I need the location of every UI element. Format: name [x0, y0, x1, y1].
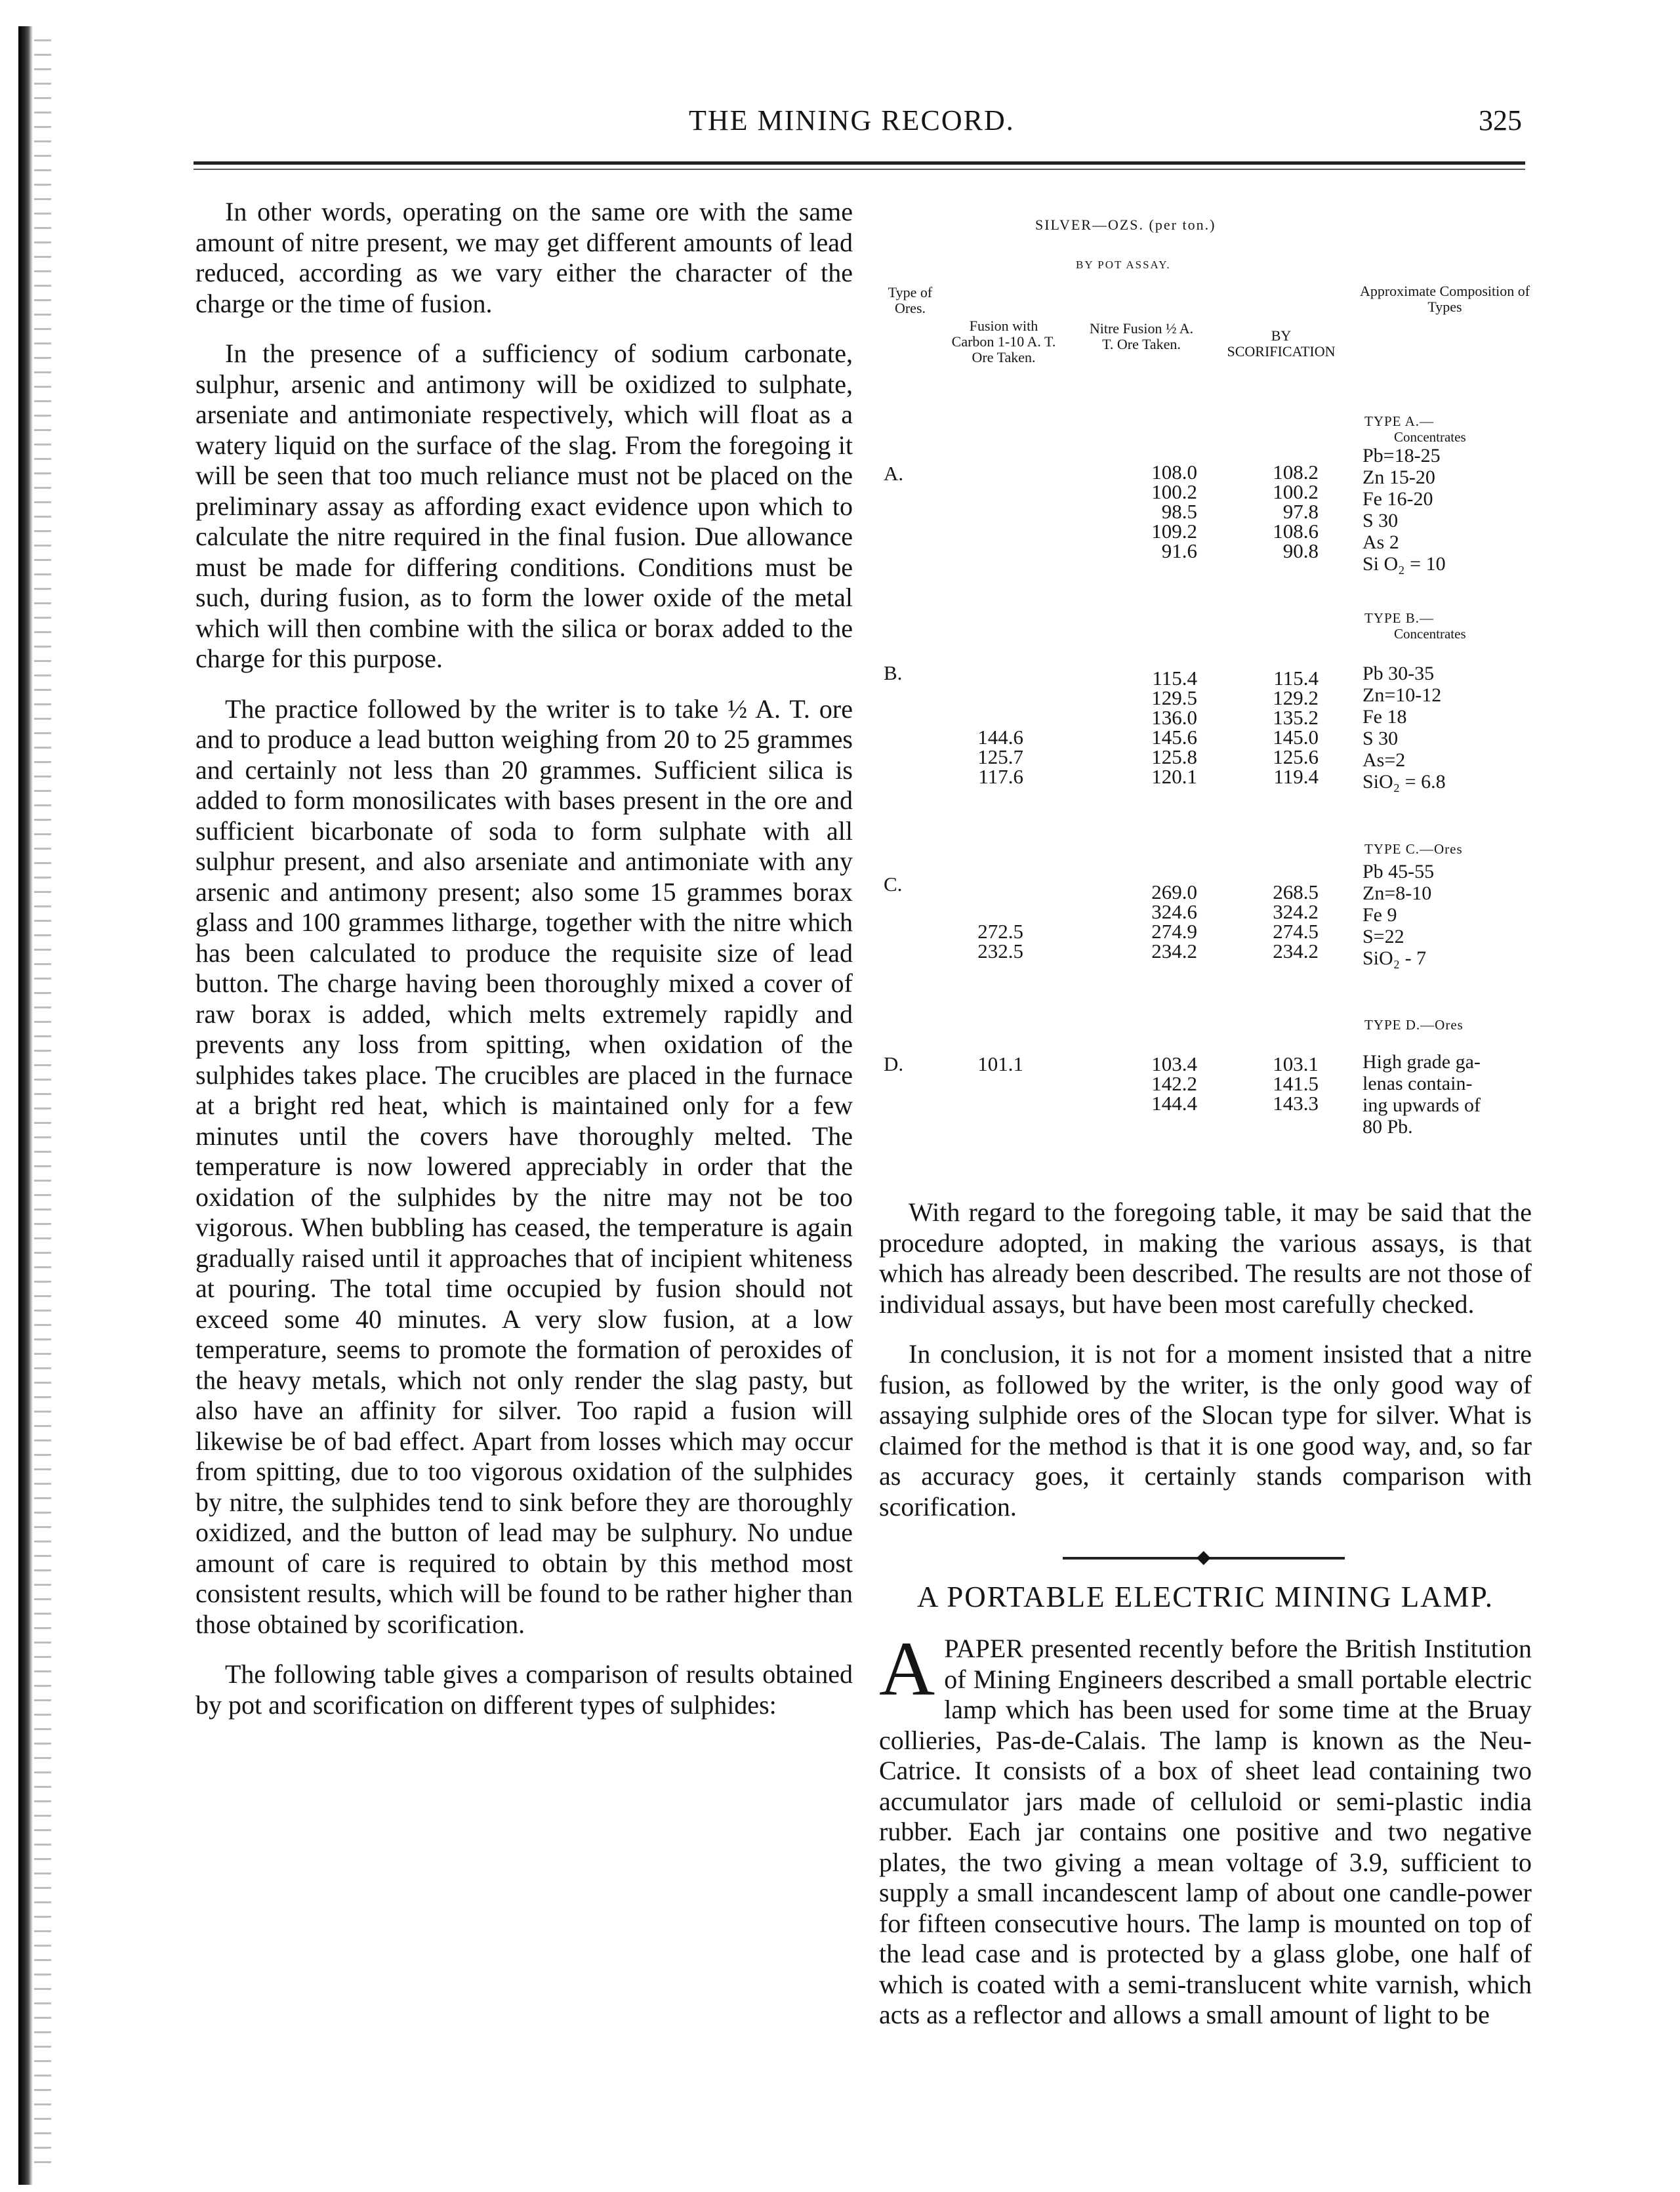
nitre-value: 324.6	[1151, 900, 1197, 923]
scorification-value: 145.0	[1273, 726, 1319, 749]
table-subtitle: BY POT ASSAY.	[1076, 258, 1171, 271]
type-a-label: A.	[884, 462, 904, 485]
composition-line: Zn=8-10	[1362, 882, 1432, 904]
header-composition: Approximate Composition of Types	[1359, 283, 1530, 315]
nitre-value: 115.4	[1152, 667, 1197, 690]
paragraph: In the presence of a sufficiency of sodium carbonate, sulphur, arsenic and antimony will be oxidized to sulphate, arseniate and antimoniate respectively, which will float as a watery liquid on the surface of the slag. From the foregoing it will be seen that too much reliance must not be placed on the preliminary assay as affording exact evidence upon which to calculate the nitre required in the final fusion. Due allowance must be made for differing conditions. Conditions must be such, during fusion, as to form the lower oxide of the metal which will then combine with the silica or borax added to the charge for this purpose.	[195, 339, 853, 673]
paragraph: With regard to the foregoing table, it may be said that the procedure adopted, in making the various assays, is that which has already been described. The results are not those of individual assays, but have been most carefully checked.	[879, 1197, 1532, 1319]
composition-line: Pb 30-35	[1362, 663, 1435, 684]
nitre-value: 103.4	[1151, 1052, 1197, 1075]
article-title: A PORTABLE ELECTRIC MINING LAMP.	[917, 1581, 1494, 1613]
paragraph: In other words, operating on the same ore with the same amount of nitre present, we may get different amounts of lead reduced, according as we vary either the character of the charge or the time of fusion.	[195, 197, 853, 318]
carbon-value: 272.5	[977, 920, 1023, 943]
nitre-value: 129.5	[1151, 686, 1197, 709]
composition-line: As=2	[1362, 749, 1406, 771]
type-b-sub: Concentrates	[1394, 626, 1466, 642]
nitre-value: 144.4	[1151, 1092, 1197, 1115]
composition-line: Zn 15-20	[1362, 466, 1435, 488]
composition-line: As 2	[1362, 531, 1399, 553]
composition-line: S 30	[1362, 510, 1399, 531]
type-b-title: TYPE B.—	[1364, 610, 1435, 626]
nitre-value: 108.0	[1151, 461, 1197, 484]
scorification-value: 141.5	[1273, 1072, 1319, 1095]
paragraph: In conclusion, it is not for a moment insisted that a nitre fusion, as followed by the writer, is the only good way of assaying sulphide ores of the Slocan type for silver. What is claimed for the method is that it is one good way, and, so far as accuracy goes, it certainly stands comparison with scorification.	[879, 1339, 1532, 1521]
paragraph: The following table gives a comparison of results obtained by pot and scorification on different types of sulphides:	[195, 1659, 853, 1720]
header-scorification: BY SCORIFICATION	[1227, 327, 1336, 360]
nitre-value: 269.0	[1151, 880, 1197, 903]
page-header	[197, 104, 1522, 150]
scorification-value: 274.5	[1273, 920, 1319, 943]
scorification-value: 324.2	[1273, 900, 1319, 923]
binding-edge	[34, 39, 51, 2172]
nitre-value: 234.2	[1151, 940, 1197, 962]
scorification-value: 234.2	[1273, 940, 1319, 962]
type-d-label: D.	[884, 1052, 904, 1075]
nitre-value: 120.1	[1151, 765, 1197, 788]
composition-line: S 30	[1362, 728, 1399, 749]
nitre-value: 136.0	[1151, 706, 1197, 729]
article-body	[879, 1626, 1532, 2050]
nitre-value: 145.6	[1151, 726, 1197, 749]
nitre-value: 142.2	[1151, 1072, 1197, 1095]
composition-line: Zn=10-12	[1362, 684, 1442, 706]
nitre-value: 109.2	[1151, 520, 1197, 543]
composition-line: S=22	[1362, 926, 1404, 947]
nitre-value: 91.6	[1161, 539, 1197, 562]
scorification-value: 108.6	[1273, 520, 1319, 543]
composition-line: 80 Pb.	[1362, 1116, 1413, 1138]
carbon-value: 232.5	[977, 940, 1023, 962]
book-spine-shadow	[18, 26, 33, 2185]
left-column	[195, 197, 853, 1740]
composition-line: Pb=18-25	[1362, 445, 1441, 466]
composition-line: Pb 45-55	[1362, 861, 1435, 882]
composition-line: Fe 9	[1362, 904, 1397, 926]
header-type: Type of Ores.	[888, 284, 933, 316]
scorification-value: 100.2	[1273, 480, 1319, 503]
paragraph	[879, 1626, 1532, 2031]
nitre-value: 274.9	[1151, 920, 1197, 943]
scorification-value: 97.8	[1282, 500, 1319, 523]
nitre-value: 125.8	[1151, 745, 1197, 768]
page-number: 325	[1479, 104, 1522, 136]
type-a-title: TYPE A.—	[1364, 413, 1435, 429]
scorification-value: 268.5	[1273, 880, 1319, 903]
composition-line: ing upwards of	[1362, 1094, 1481, 1116]
table-title: SILVER—OZS. (per ton.)	[1035, 217, 1216, 233]
composition-line: Fe 16-20	[1362, 488, 1433, 510]
scorification-value: 125.6	[1273, 745, 1319, 768]
type-c-title: TYPE C.—Ores	[1364, 841, 1463, 857]
composition-line: lenas contain-	[1362, 1073, 1473, 1094]
scorification-value: 119.4	[1273, 765, 1319, 788]
carbon-value: 117.6	[978, 765, 1023, 788]
header-rule-thin	[194, 169, 1525, 170]
scorification-value: 143.3	[1273, 1092, 1319, 1115]
carbon-value: 144.6	[977, 726, 1023, 749]
scorification-value: 135.2	[1273, 706, 1319, 729]
scorification-value: 90.8	[1282, 539, 1319, 562]
divider-ornament: ◆	[1197, 1547, 1211, 1567]
drop-cap: A	[879, 1626, 935, 1712]
composition-line: Fe 18	[1362, 706, 1407, 728]
composition-line: High grade ga-	[1362, 1051, 1481, 1073]
scorification-value: 108.2	[1273, 461, 1319, 484]
paragraph: The practice followed by the writer is to take ½ A. T. ore and to produce a lead button weighing from 20 to 25 grammes and certainly not less than 20 grammes. Sufficient silica is added to form monosilicates with bases present in the ore and sufficient bicarbonate of soda to form sulphate with all sulphur present, and also arseniate and antimoniate with any arsenic and antimony present; also some 15 grammes borax glass and 100 grammes litharge, together with the nitre which has been calculated to produce the requisite size of lead button. The charge having been thoroughly mixed a cover of raw borax is added, which melts extremely rapidly and prevents any loss from spitting, when oxidation of the sulphides takes place. The crucibles are placed in the furnace at a bright red heat, which is maintained only for a few minutes until the covers have thoroughly melted. The temperature is now lowered appreciably in order that the oxidation of the sulphides by the nitre may not be too vigorous. When bubbling has ceased, the temperature is again gradually raised until it approaches that of incipient whiteness at pouring. The total time occupied by fusion should not exceed some 40 minutes. A very slow fusion, at a low temperature, seems to promote the formation of peroxides of the heavy metals, which not only render the slag pasty, but also have an affinity for silver. Too rapid a fusion will likewise be of bad effect. Apart from losses which may occur from spitting, due to too vigorous oxidation of the sulphides by nitre, the sulphides tend to sink before they are thoroughly oxidized, and the button of lead may be sulphury. No undue amount of care is required to obtain by this method most consistent results, which will be found to be rather higher than those obtained by scorification.	[195, 693, 853, 1639]
scorification-value: 129.2	[1273, 686, 1319, 709]
article-text: PAPER presented recently before the British Institution of Mining Engineers described a small portable electric lamp which has been used for some time at the Bruay collieries, Pas-de-Calais. The lamp is known as the Neu-Catrice. It consists of a box of sheet lead containing two accumulator jars made of celluloid or semi-plastic india rubber. Each jar contains one positive and two negative plates, the two giving a mean voltage of 3.9, sufficient to supply a small incandescent lamp of about one candle-power for fifteen consecutive hours. The lamp is mounted on top of the lead case and is protected by a glass globe, one half of which is coated with a semi-translucent white varnish, which acts as a reflector and allows a small amount of light to be	[879, 1634, 1532, 2029]
header-nitre: Nitre Fusion ½ A. T. Ore Taken.	[1089, 320, 1194, 352]
silver-comparison-table	[876, 211, 1532, 1176]
type-c-label: C.	[884, 873, 903, 896]
header-rule	[194, 161, 1525, 165]
composition-line: Si O₂ = 10	[1362, 553, 1446, 575]
composition-line: SiO₂ = 6.8	[1362, 771, 1446, 793]
nitre-value: 100.2	[1151, 480, 1197, 503]
scorification-value: 115.4	[1273, 667, 1319, 690]
type-d-title: TYPE D.—Ores	[1364, 1017, 1464, 1033]
nitre-value: 98.5	[1161, 500, 1197, 523]
running-title: THE MINING RECORD.	[689, 104, 1015, 136]
carbon-value: 101.1	[977, 1052, 1023, 1075]
composition-line: SiO₂ - 7	[1362, 947, 1427, 969]
type-b-label: B.	[884, 661, 903, 684]
right-column	[879, 1197, 1532, 1542]
scorification-value: 103.1	[1273, 1052, 1319, 1075]
carbon-value: 125.7	[977, 745, 1023, 768]
type-a-sub: Concentrates	[1394, 429, 1466, 445]
header-carbon: Fusion with Carbon 1-10 A. T. Ore Taken.	[951, 318, 1056, 365]
